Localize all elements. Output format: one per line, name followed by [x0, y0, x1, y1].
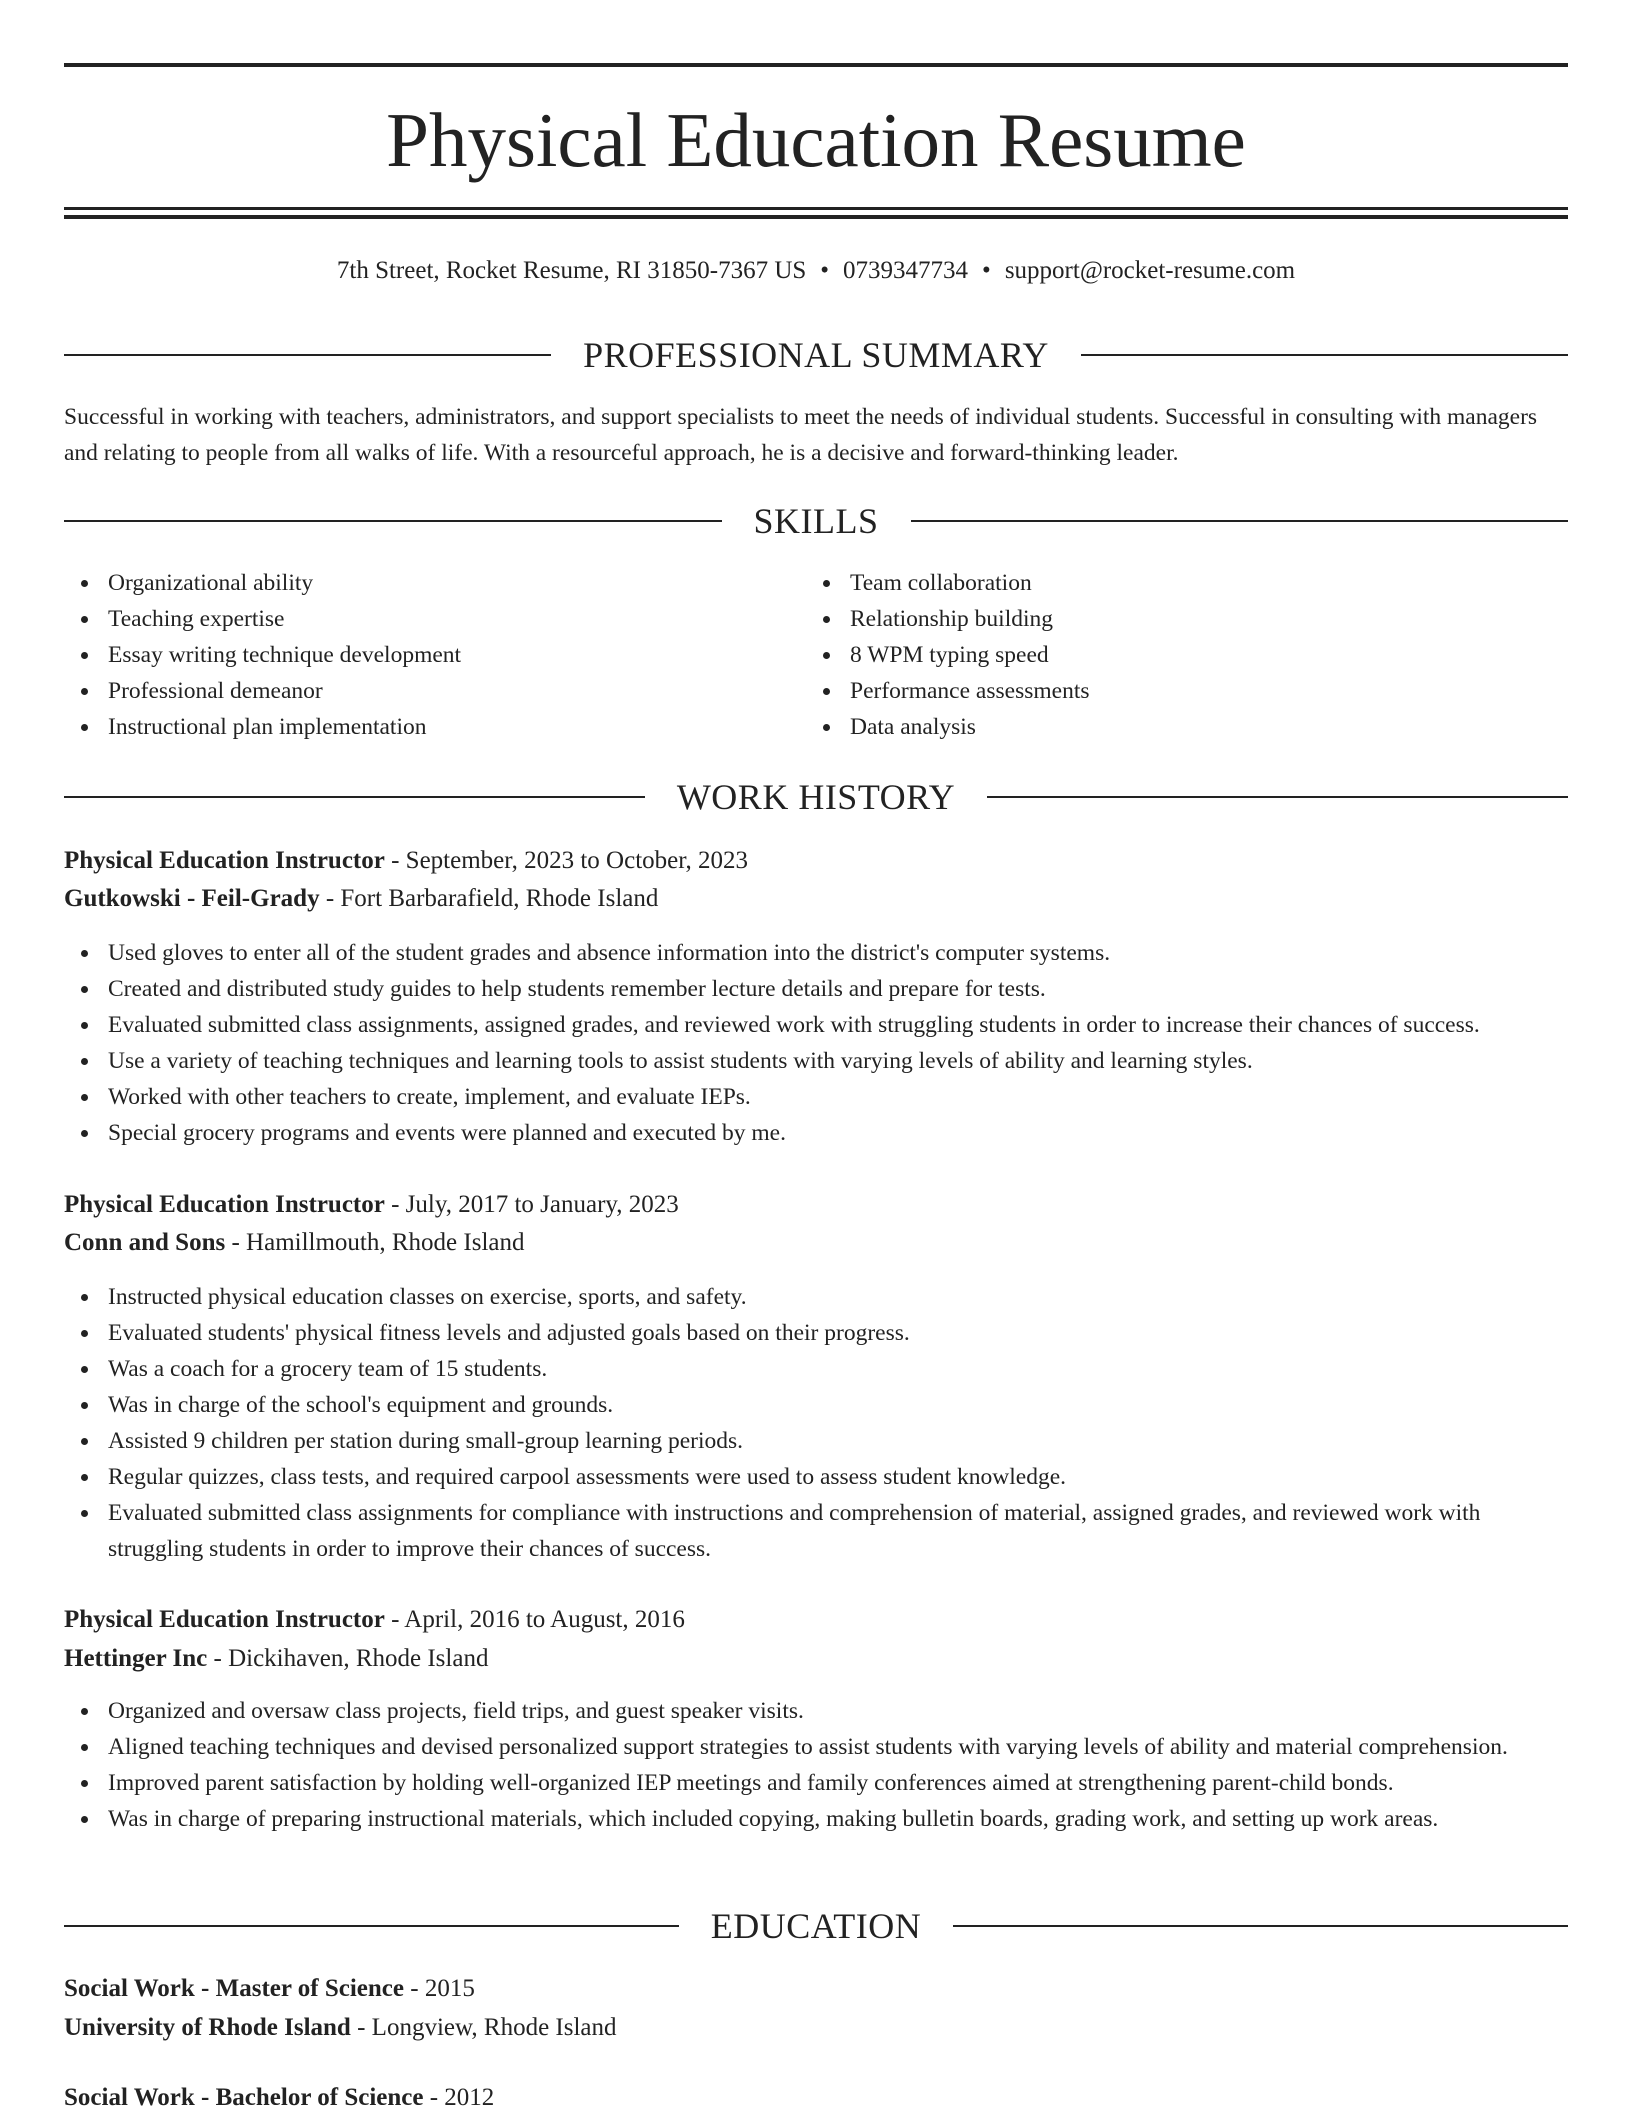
contact-separator: •	[820, 257, 830, 284]
education-degree-line	[64, 2079, 1568, 2117]
job-bullet: Evaluated students' physical fitness levels and adjusted goals based on their progress.	[64, 1315, 1568, 1351]
job-bullet: Regular quizzes, class tests, and required carpool assessments were used to assess student knowledge.	[64, 1459, 1568, 1495]
skill-item: Professional demeanor	[64, 673, 804, 709]
contact-phone: 0739347734	[843, 257, 969, 284]
contact-email: support@rocket-resume.com	[1004, 257, 1296, 284]
education-heading-label: EDUCATION	[710, 1906, 922, 1946]
job-title: Physical Education Instructor	[64, 1191, 385, 1218]
job-title: Physical Education Instructor	[64, 847, 385, 874]
header-top-rule	[64, 63, 1568, 67]
skill-item: Essay writing technique development	[64, 637, 804, 673]
education-degree-line	[64, 1970, 1568, 2008]
contact-line	[64, 253, 1568, 289]
skills-section-heading	[64, 497, 1568, 545]
job-company-line	[64, 1224, 1568, 1262]
skills-list-right	[806, 565, 1546, 745]
job-bullet: Worked with other teachers to create, implement, and evaluate IEPs.	[64, 1079, 1568, 1115]
education-degree: Social Work - Master of Science	[64, 1975, 404, 2002]
job-bullet: Improved parent satisfaction by holding well-organized IEP meetings and family conferences aimed at strengthening parent-child bonds.	[64, 1765, 1568, 1801]
job-company-line	[64, 1640, 1568, 1678]
summary-heading-label: PROFESSIONAL SUMMARY	[583, 335, 1049, 375]
header-double-rule-upper	[64, 207, 1568, 210]
job-bullet: Special grocery programs and events were planned and executed by me.	[64, 1115, 1568, 1151]
job-bullet: Use a variety of teaching techniques and learning tools to assist students with varying levels of ability and learning styles.	[64, 1043, 1568, 1079]
skills-list-left	[64, 565, 804, 745]
job-company: Hettinger Inc	[64, 1645, 208, 1672]
education-school: University of Rhode Island	[64, 2014, 351, 2041]
skill-item: Team collaboration	[806, 565, 1546, 601]
skill-item: Organizational ability	[64, 565, 804, 601]
skills-heading-label: SKILLS	[753, 501, 879, 541]
heading-rule-right	[1081, 354, 1568, 356]
job-dates: - July, 2017 to January, 2023	[384, 1191, 679, 1218]
job-bullet: Created and distributed study guides to help students remember lecture details and prepare for tests.	[64, 971, 1568, 1007]
heading-rule-right	[953, 1925, 1568, 1927]
job-bullet: Was in charge of preparing instructional materials, which included copying, making bulletin boards, grading work, and setting up work areas.	[64, 1801, 1568, 1837]
heading-rule-right	[987, 796, 1568, 798]
job-dates: - April, 2016 to August, 2016	[384, 1606, 685, 1633]
skill-item: 8 WPM typing speed	[806, 637, 1546, 673]
resume-title: Physical Education Resume	[386, 97, 1246, 183]
job-bullet-list	[64, 1279, 1568, 1567]
heading-rule-left	[64, 520, 722, 522]
summary-section-heading	[64, 331, 1568, 379]
skill-item: Instructional plan implementation	[64, 709, 804, 745]
job-bullet: Was a coach for a grocery team of 15 students.	[64, 1351, 1568, 1387]
contact-separator: •	[982, 257, 991, 284]
job-bullet: Organized and oversaw class projects, field trips, and guest speaker visits.	[64, 1693, 1568, 1729]
skill-item: Data analysis	[806, 709, 1546, 745]
heading-rule-left	[64, 796, 645, 798]
education-degree: Social Work - Bachelor of Science	[64, 2084, 424, 2111]
work-section-heading	[64, 773, 1568, 821]
heading-rule-left	[64, 1925, 679, 1927]
heading-rule-left	[64, 354, 551, 356]
work-heading-label: WORK HISTORY	[676, 777, 956, 817]
summary-text: Successful in working with teachers, administrators, and support specialists to meet the needs of individual students. Successful in consulting with managers and relating to people from all walks of life. With a resourceful approach, he is a decisive and forward-thinking leader.	[64, 404, 1538, 466]
job-location: - Fort Barbarafield, Rhode Island	[319, 885, 659, 912]
job-dates: - September, 2023 to October, 2023	[384, 847, 749, 874]
job-bullet: Evaluated submitted class assignments, assigned grades, and reviewed work with struggling students in order to increase their chances of success.	[64, 1007, 1568, 1043]
skill-item: Relationship building	[806, 601, 1546, 637]
job-company: Gutkowski - Feil-Grady	[64, 885, 320, 912]
header-double-rule-lower	[64, 215, 1568, 219]
job-bullet: Assisted 9 children per station during small-group learning periods.	[64, 1423, 1568, 1459]
education-location: - Longview, Rhode Island	[350, 2014, 617, 2041]
job-company: Conn and Sons	[64, 1229, 226, 1256]
education-section-heading	[64, 1902, 1568, 1950]
job-title-line	[64, 842, 1568, 880]
job-bullet-list	[64, 1693, 1568, 1837]
skill-item: Performance assessments	[806, 673, 1546, 709]
job-location: - Hamillmouth, Rhode Island	[225, 1229, 525, 1256]
skill-item: Teaching expertise	[64, 601, 804, 637]
job-bullet: Was in charge of the school's equipment and grounds.	[64, 1387, 1568, 1423]
job-bullet: Instructed physical education classes on exercise, sports, and safety.	[64, 1279, 1568, 1315]
job-bullet: Used gloves to enter all of the student grades and absence information into the district's computer systems.	[64, 935, 1568, 971]
education-year: - 2015	[404, 1975, 475, 2002]
education-year: - 2012	[423, 2084, 495, 2111]
job-title: Physical Education Instructor	[64, 1606, 385, 1633]
job-title-line	[64, 1601, 1568, 1639]
job-bullet: Evaluated submitted class assignments for compliance with instructions and comprehension of material, assigned grades, and reviewed work with struggling students in order to improve their chances of success.	[64, 1495, 1568, 1567]
job-bullet-list	[64, 935, 1568, 1151]
job-company-line	[64, 880, 1568, 918]
job-location: - Dickihaven, Rhode Island	[207, 1645, 489, 1672]
heading-rule-right	[911, 520, 1569, 522]
job-title-line	[64, 1186, 1568, 1224]
job-bullet: Aligned teaching techniques and devised personalized support strategies to assist students with varying levels of ability and material comprehension.	[64, 1729, 1568, 1765]
education-school-line	[64, 2009, 1568, 2047]
contact-address: 7th Street, Rocket Resume, RI 31850-7367 US	[336, 257, 807, 284]
